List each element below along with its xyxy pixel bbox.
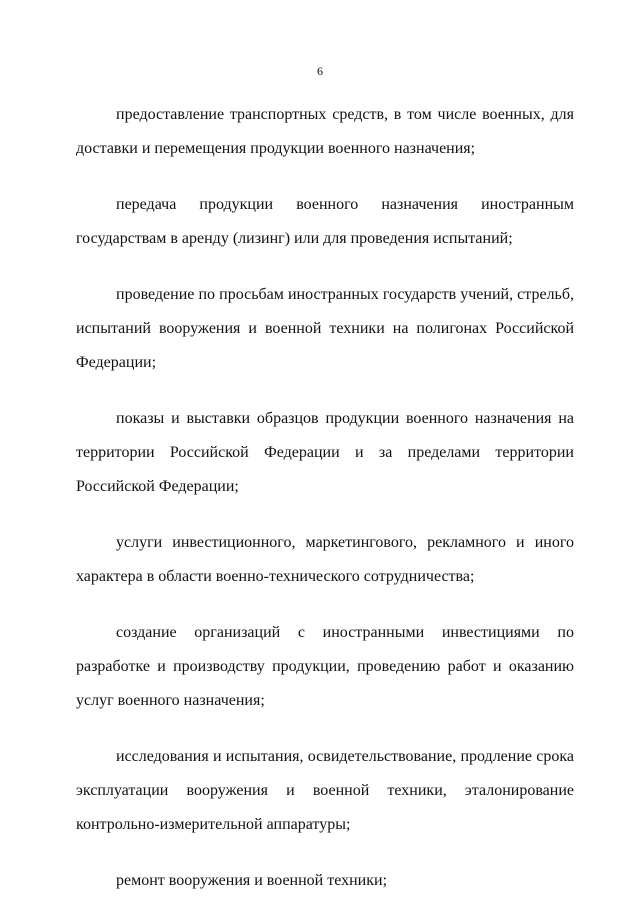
paragraph-research: исследования и испытания, освидетельствование, продление срока эксплуатации вооружения и военной техники, эталонирование контрольно-измерительной аппаратуры; (76, 748, 574, 833)
page-number: 6 (317, 64, 323, 78)
paragraph-organizations: создание организаций с иностранными инвестициями по разработке и производству продукции, проведению работ и оказанию услуг военного назначения; (76, 624, 574, 709)
document-body (76, 98, 574, 920)
paragraph-repair: ремонт вооружения и военной техники; (116, 872, 388, 889)
paragraph-transport: предоставление транспортных средств, в том числе военных, для доставки и перемещения продукции военного назначения; (76, 106, 574, 157)
paragraph-exhibitions: показы и выставки образцов продукции военного назначения на территории Российской Федерации и за пределами территории Российской Федерации; (76, 410, 574, 495)
paragraph-exercises: проведение по просьбам иностранных государств учений, стрельб, испытаний вооружения и военной техники на полигонах Российской Федерации; (76, 286, 574, 371)
paragraph-services: услуги инвестиционного, маркетингового, рекламного и иного характера в области военно-технического сотрудничества; (76, 534, 574, 585)
paragraph-leasing: передача продукции военного назначения иностранным государствам в аренду (лизинг) или для проведения испытаний; (76, 196, 574, 247)
